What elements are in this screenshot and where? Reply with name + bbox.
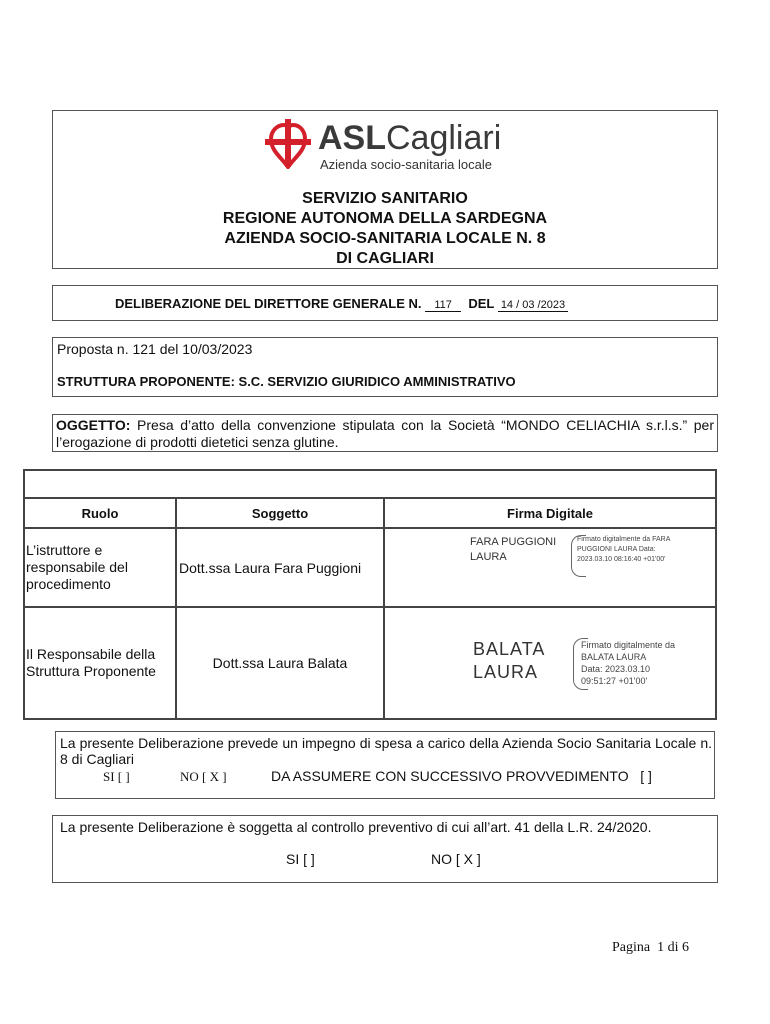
signature-stamp <box>581 639 675 687</box>
controllo-text: La presente Deliberazione è soggetta al controllo preventivo di cui all’art. 41 della L.R. 24/2020. <box>60 819 652 835</box>
empty-header-cell <box>24 470 716 498</box>
logo-brand: ASL <box>318 119 386 157</box>
stamp-line: Data: 2023.03.10 <box>581 664 651 674</box>
header-firma: Firma Digitale <box>384 498 716 528</box>
page-number: Pagina 1 di 6 <box>612 940 689 955</box>
firma-cell <box>384 607 716 719</box>
signature-stamp: Firmato digitalmente da FARA PUGGIONI LAURA Data: 2023.03.10 08:16:40 +01'00' <box>577 536 670 563</box>
stamp-line: BALATA LAURA <box>581 652 647 662</box>
ruolo-cell: L’istruttore e responsabile del procedimento <box>24 528 176 607</box>
proposta-text: Proposta n. 121 del 10/03/2023 <box>57 341 253 357</box>
spesa-no: NO [ X ] <box>180 769 227 784</box>
spesa-box <box>55 731 715 799</box>
header-soggetto: Soggetto <box>176 498 384 528</box>
logo-city: Cagliari <box>386 119 502 157</box>
struttura-proponente: STRUTTURA PROPONENTE: S.C. SERVIZIO GIURIDICO AMMINISTRATIVO <box>57 374 516 389</box>
spesa-text: La presente Deliberazione prevede un impegno di spesa a carico della Azienda Socio Sanitaria Locale n. 8 di Cagliari <box>60 735 712 767</box>
signature-table <box>23 469 717 720</box>
page-title <box>53 189 717 269</box>
soggetto-cell: Dott.ssa Laura Balata <box>176 607 384 719</box>
soggetto-cell: Dott.ssa Laura Fara Puggioni <box>176 528 384 607</box>
logo-subtitle: Azienda socio-sanitaria locale <box>320 157 492 172</box>
asl-cross-icon <box>263 117 313 169</box>
date-year: 2023 <box>540 299 566 311</box>
deliberazione-date: 14 / 03 /2023 <box>498 299 568 312</box>
signer-name-large <box>473 638 545 684</box>
deliberazione-number: 117 <box>425 299 461 312</box>
controllo-box <box>52 815 718 883</box>
table-row <box>24 470 716 498</box>
firma-cell <box>384 528 716 607</box>
table-row <box>24 607 716 719</box>
asl-logo <box>263 117 503 173</box>
date-day: 14 <box>500 299 514 311</box>
header-box <box>52 110 718 269</box>
signer-name: FARA PUGGIONI LAURA <box>470 536 557 563</box>
ruolo-cell: Il Responsabile della Struttura Proponente <box>24 607 176 719</box>
deliberazione-line <box>115 296 568 312</box>
header-ruolo: Ruolo <box>24 498 176 528</box>
title-line: AZIENDA SOCIO-SANITARIA LOCALE N. 8 <box>224 230 546 247</box>
oggetto-box <box>52 414 718 452</box>
del-label: DEL <box>468 296 495 311</box>
spesa-si: SI [ ] <box>103 769 130 784</box>
title-line: REGIONE AUTONOMA DELLA SARDEGNA <box>222 210 548 227</box>
title-line: SERVIZIO SANITARIO <box>302 190 468 207</box>
table-row <box>24 528 716 607</box>
logo-wordmark <box>318 119 501 157</box>
date-month: 03 <box>522 299 535 311</box>
table-header-row <box>24 498 716 528</box>
spesa-assumere: DA ASSUMERE CON SUCCESSIVO PROVVEDIMENTO [ ] <box>271 768 652 784</box>
oggetto-label: OGGETTO: <box>56 417 131 433</box>
deliberazione-label: DELIBERAZIONE DEL DIRETTORE GENERALE N. <box>115 296 422 311</box>
oggetto-text: Presa d’atto della convenzione stipulata con la Società “MONDO CELIACHIA s.r.l.s.” per l’erogazione di prodotti dietetici senza glutine. <box>56 417 715 450</box>
proposta-box <box>52 337 718 397</box>
signer-name-line: BALATA <box>473 639 546 659</box>
title-line: DI CAGLIARI <box>336 250 434 267</box>
controllo-si: SI [ ] <box>286 851 315 867</box>
signer-name-line: LAURA <box>473 662 539 682</box>
deliberazione-box <box>52 285 718 321</box>
controllo-no: NO [ X ] <box>431 851 481 867</box>
oggetto-paragraph <box>56 417 714 451</box>
stamp-line: Firmato digitalmente da <box>581 640 676 650</box>
stamp-line: 09:51:27 +01'00' <box>581 676 648 686</box>
